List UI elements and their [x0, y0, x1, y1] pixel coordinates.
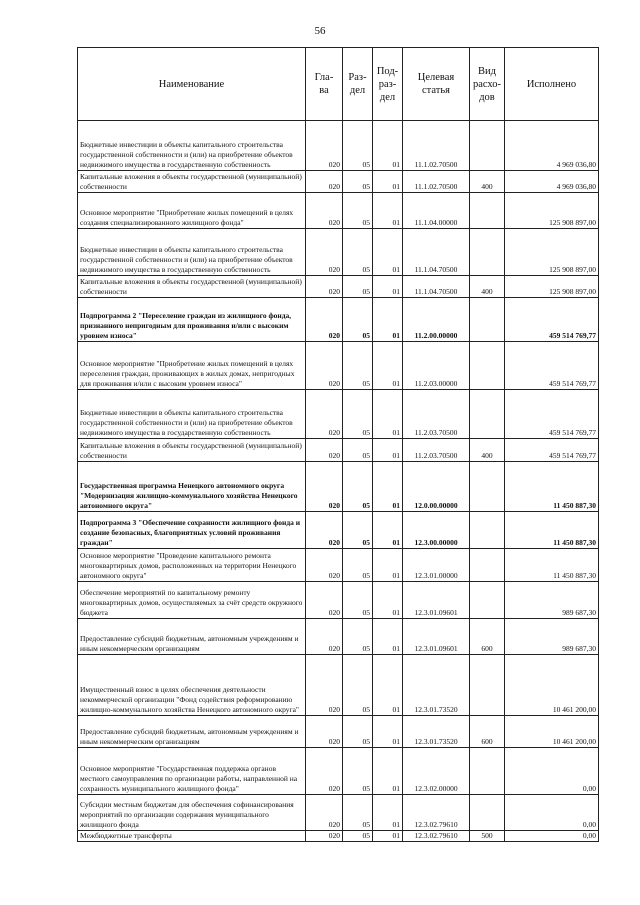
cell-razdel: 05 [343, 462, 373, 512]
table-row [78, 795, 599, 831]
cell-name: Основное мероприятие "Проведение капитального ремонта многоквартирных домов, расположенных на территории Ненецкого автономного округа" [78, 549, 306, 582]
cell-razdel: 05 [343, 619, 373, 655]
cell-vid [470, 342, 505, 390]
header-statya: Целевая статья [403, 48, 470, 121]
cell-name: Обеспечение мероприятий по капитальному ремонту многоквартирных домов, осуществляемых за счёт средств окружного бюджета [78, 582, 306, 619]
cell-glava: 020 [306, 193, 343, 229]
table-row [78, 276, 599, 298]
cell-name: Основное мероприятие "Приобретение жилых помещений в целях переселения граждан, проживающих в жилых домах, непригодных для проживания и/или с высоким уровнем износа" [78, 342, 306, 390]
cell-statya: 12.3.02.00000 [403, 748, 470, 795]
cell-vid: 400 [470, 276, 505, 298]
header-podrazdel: Под- раз- дел [373, 48, 403, 121]
cell-name: Предоставление субсидий бюджетным, автономным учреждениям и иным некоммерческим организациям [78, 619, 306, 655]
cell-podrazdel: 01 [373, 171, 403, 193]
cell-razdel: 05 [343, 716, 373, 748]
cell-statya: 12.3.01.09601 [403, 582, 470, 619]
cell-name: Основное мероприятие "Приобретение жилых помещений в целях создания специализированного жилищного фонда" [78, 193, 306, 229]
cell-statya: 12.3.01.73520 [403, 716, 470, 748]
cell-vid: 400 [470, 171, 505, 193]
cell-razdel: 05 [343, 193, 373, 229]
table-row [78, 121, 599, 171]
cell-statya: 12.0.00.00000 [403, 462, 470, 512]
cell-vid [470, 795, 505, 831]
cell-razdel: 05 [343, 748, 373, 795]
cell-ispolneno: 125 908 897,00 [505, 193, 599, 229]
cell-podrazdel: 01 [373, 619, 403, 655]
cell-razdel: 05 [343, 298, 373, 342]
cell-podrazdel: 01 [373, 390, 403, 439]
table-row [78, 171, 599, 193]
table-row [78, 512, 599, 549]
cell-podrazdel: 01 [373, 795, 403, 831]
cell-ispolneno: 10 461 200,00 [505, 655, 599, 716]
cell-ispolneno: 459 514 769,77 [505, 439, 599, 462]
table-row [78, 193, 599, 229]
cell-ispolneno: 0,00 [505, 831, 599, 842]
cell-vid [470, 748, 505, 795]
cell-razdel: 05 [343, 831, 373, 842]
cell-ispolneno: 11 450 887,30 [505, 462, 599, 512]
cell-glava: 020 [306, 121, 343, 171]
cell-name: Капитальные вложения в объекты государственной (муниципальной) собственности [78, 171, 306, 193]
cell-statya: 11.1.02.70500 [403, 121, 470, 171]
cell-razdel: 05 [343, 549, 373, 582]
cell-statya: 11.1.02.70500 [403, 171, 470, 193]
table-row [78, 831, 599, 842]
cell-name: Предоставление субсидий бюджетным, автономным учреждениям и иным некоммерческим организациям [78, 716, 306, 748]
cell-vid: 600 [470, 716, 505, 748]
table-row [78, 390, 599, 439]
cell-glava: 020 [306, 619, 343, 655]
cell-ispolneno: 125 908 897,00 [505, 229, 599, 276]
cell-podrazdel: 01 [373, 276, 403, 298]
cell-ispolneno: 0,00 [505, 795, 599, 831]
cell-razdel: 05 [343, 229, 373, 276]
cell-glava: 020 [306, 831, 343, 842]
cell-statya: 11.2.03.70500 [403, 439, 470, 462]
cell-vid: 400 [470, 439, 505, 462]
table-row [78, 716, 599, 748]
cell-statya: 12.3.02.79610 [403, 831, 470, 842]
cell-razdel: 05 [343, 121, 373, 171]
cell-glava: 020 [306, 298, 343, 342]
cell-podrazdel: 01 [373, 439, 403, 462]
cell-name: Бюджетные инвестиции в объекты капитального строительства государственной собственности и (или) на приобретение объектов недвижимого имущества в государственную собственность [78, 390, 306, 439]
cell-name: Межбюджетные трансферты [78, 831, 306, 842]
header-glava: Гла- ва [306, 48, 343, 121]
cell-razdel: 05 [343, 795, 373, 831]
cell-vid [470, 298, 505, 342]
header-vid: Вид расхо- дов [470, 48, 505, 121]
cell-ispolneno: 989 687,30 [505, 582, 599, 619]
table-row [78, 439, 599, 462]
cell-vid [470, 121, 505, 171]
cell-podrazdel: 01 [373, 582, 403, 619]
header-name: Наименование [78, 48, 306, 121]
table-row [78, 748, 599, 795]
table-row [78, 582, 599, 619]
cell-vid [470, 193, 505, 229]
cell-statya: 11.1.04.70500 [403, 229, 470, 276]
table-row [78, 549, 599, 582]
cell-vid [470, 512, 505, 549]
cell-podrazdel: 01 [373, 229, 403, 276]
cell-name: Основное мероприятие "Государственная поддержка органов местного самоуправления по организации работы, направленной на сохранность муниципального жилищного фонда" [78, 748, 306, 795]
cell-ispolneno: 11 450 887,30 [505, 549, 599, 582]
cell-statya: 12.3.01.00000 [403, 549, 470, 582]
cell-vid [470, 655, 505, 716]
cell-razdel: 05 [343, 439, 373, 462]
cell-name: Капитальные вложения в объекты государственной (муниципальной) собственности [78, 276, 306, 298]
header-razdel: Раз- дел [343, 48, 373, 121]
cell-podrazdel: 01 [373, 121, 403, 171]
cell-name: Субсидии местным бюджетам для обеспечения софинансирования мероприятий по организации содержания муниципального жилищного фонда [78, 795, 306, 831]
cell-glava: 020 [306, 276, 343, 298]
cell-glava: 020 [306, 171, 343, 193]
cell-podrazdel: 01 [373, 831, 403, 842]
cell-ispolneno: 459 514 769,77 [505, 342, 599, 390]
cell-vid [470, 390, 505, 439]
cell-podrazdel: 01 [373, 655, 403, 716]
cell-ispolneno: 4 969 036,80 [505, 171, 599, 193]
cell-podrazdel: 01 [373, 748, 403, 795]
cell-glava: 020 [306, 716, 343, 748]
cell-ispolneno: 10 461 200,00 [505, 716, 599, 748]
cell-razdel: 05 [343, 342, 373, 390]
cell-ispolneno: 4 969 036,80 [505, 121, 599, 171]
cell-podrazdel: 01 [373, 298, 403, 342]
cell-ispolneno: 459 514 769,77 [505, 390, 599, 439]
cell-vid [470, 462, 505, 512]
cell-ispolneno: 125 908 897,00 [505, 276, 599, 298]
cell-razdel: 05 [343, 655, 373, 716]
cell-name: Бюджетные инвестиции в объекты капитального строительства государственной собственности и (или) на приобретение объектов недвижимого имущества в государственную собственность [78, 121, 306, 171]
budget-table [77, 47, 599, 842]
cell-statya: 11.2.03.70500 [403, 390, 470, 439]
cell-glava: 020 [306, 748, 343, 795]
cell-glava: 020 [306, 462, 343, 512]
cell-glava: 020 [306, 549, 343, 582]
cell-statya: 11.2.03.00000 [403, 342, 470, 390]
cell-glava: 020 [306, 795, 343, 831]
cell-statya: 12.3.01.09601 [403, 619, 470, 655]
cell-razdel: 05 [343, 276, 373, 298]
cell-glava: 020 [306, 582, 343, 619]
table-row [78, 342, 599, 390]
cell-razdel: 05 [343, 512, 373, 549]
cell-ispolneno: 989 687,30 [505, 619, 599, 655]
cell-name: Подпрограмма 2 "Переселение граждан из жилищного фонда, признанного непригодным для проживания и/или с высоким уровнем износа" [78, 298, 306, 342]
cell-razdel: 05 [343, 171, 373, 193]
cell-statya: 12.3.01.73520 [403, 655, 470, 716]
cell-podrazdel: 01 [373, 462, 403, 512]
cell-name: Капитальные вложения в объекты государственной (муниципальной) собственности [78, 439, 306, 462]
table-header-row [78, 48, 599, 121]
cell-vid: 600 [470, 619, 505, 655]
cell-vid: 500 [470, 831, 505, 842]
cell-ispolneno: 0,00 [505, 748, 599, 795]
cell-glava: 020 [306, 512, 343, 549]
cell-ispolneno: 459 514 769,77 [505, 298, 599, 342]
page-number: 56 [314, 25, 326, 37]
cell-podrazdel: 01 [373, 549, 403, 582]
cell-glava: 020 [306, 229, 343, 276]
cell-ispolneno: 11 450 887,30 [505, 512, 599, 549]
header-ispolneno: Исполнено [505, 48, 599, 121]
cell-podrazdel: 01 [373, 512, 403, 549]
cell-name: Бюджетные инвестиции в объекты капитального строительства государственной собственности и (или) на приобретение объектов недвижимого имущества в государственную собственность [78, 229, 306, 276]
cell-name: Имущественный взнос в целях обеспечения деятельности некоммерческой организации "Фонд содействия реформированию жилищно-коммунального хозяйства Ненецкого автономного округа" [78, 655, 306, 716]
cell-razdel: 05 [343, 390, 373, 439]
cell-glava: 020 [306, 439, 343, 462]
cell-razdel: 05 [343, 582, 373, 619]
cell-vid [470, 582, 505, 619]
cell-statya: 11.1.04.70500 [403, 276, 470, 298]
cell-statya: 12.3.02.79610 [403, 795, 470, 831]
cell-podrazdel: 01 [373, 193, 403, 229]
cell-name: Подпрограмма 3 "Обеспечение сохранности жилищного фонда и создание безопасных, благоприятных условий проживания граждан" [78, 512, 306, 549]
cell-name: Государственная программа Ненецкого автономного округа "Модернизация жилищно-коммунального хозяйства Ненецкого автономного округа" [78, 462, 306, 512]
cell-statya: 11.1.04.00000 [403, 193, 470, 229]
cell-glava: 020 [306, 390, 343, 439]
table-row [78, 462, 599, 512]
table-row [78, 298, 599, 342]
cell-podrazdel: 01 [373, 716, 403, 748]
cell-podrazdel: 01 [373, 342, 403, 390]
cell-vid [470, 549, 505, 582]
cell-statya: 11.2.00.00000 [403, 298, 470, 342]
cell-glava: 020 [306, 655, 343, 716]
table-row [78, 655, 599, 716]
cell-statya: 12.3.00.00000 [403, 512, 470, 549]
cell-vid [470, 229, 505, 276]
cell-glava: 020 [306, 342, 343, 390]
table-row [78, 619, 599, 655]
table-row [78, 229, 599, 276]
